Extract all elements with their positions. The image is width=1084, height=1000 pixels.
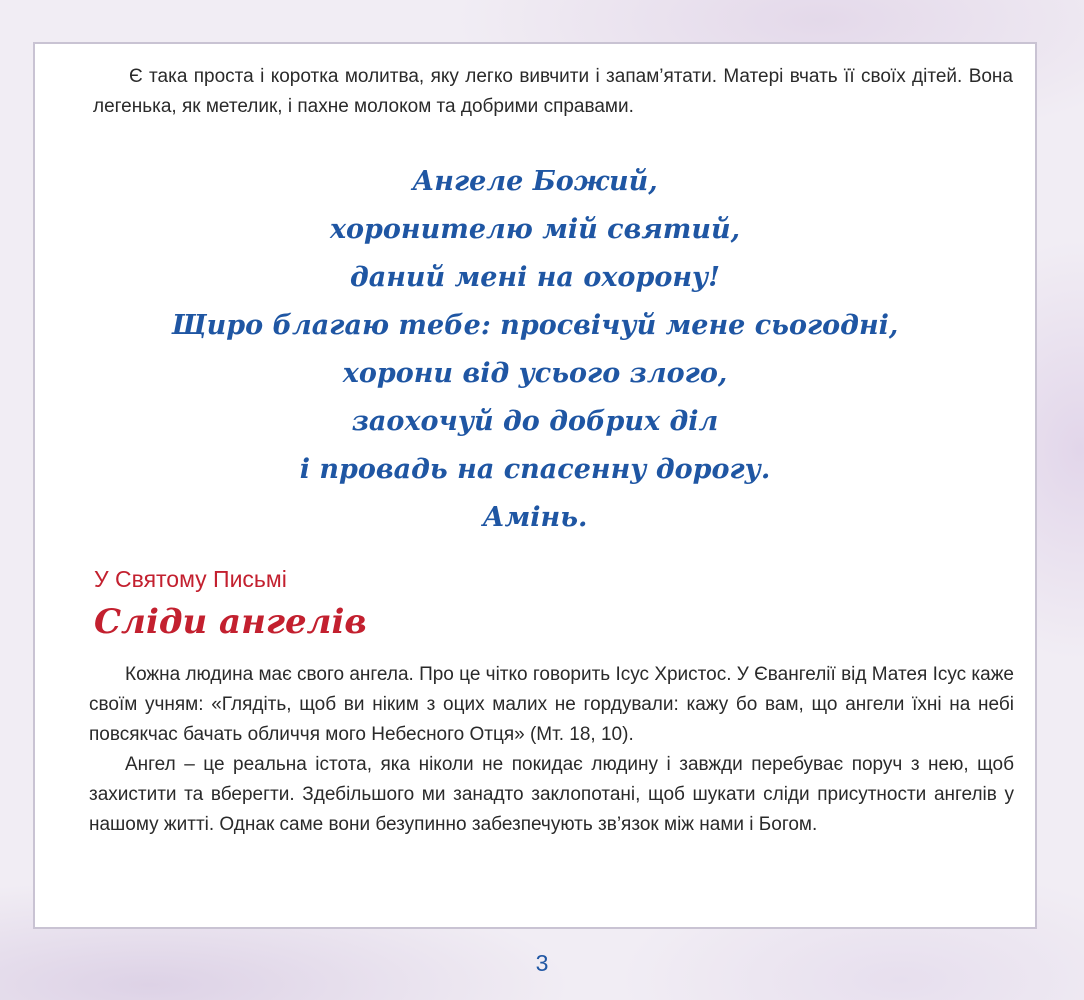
body-paragraph: Кожна людина має свого ангела. Про це чітко говорить Ісус Христос. У Євангелії від Матея Ісус каже своїм учням: «Глядіть, щоб ви ніким з оцих малих не гордували: кажу бо вам, що ангели їхні на небі повсякчас бачать обличчя мого Небесного Отця» (Мт. 18, 10). <box>89 664 1014 745</box>
section-subtitle: У Святому Письмі <box>94 566 287 592</box>
section-title: Сліди ангелів <box>94 602 367 642</box>
prayer-text <box>35 158 1035 542</box>
prayer-line: хоронителю мій святий, <box>329 214 741 245</box>
page-content-card <box>33 42 1037 929</box>
prayer-line-amen: Амінь. <box>482 502 588 533</box>
intro-paragraph: Є така проста і коротка молитва, яку легко вивчити і запам’ятати. Матері вчать її своїх дітей. Вона легенька, як метелик, і пахне молоком та добрими справами. <box>93 66 1013 117</box>
prayer-line: хорони від усього злого, <box>342 358 728 389</box>
prayer-line: заохочуй до добрих діл <box>351 406 719 437</box>
body-paragraph: Ангел – це реальна істота, яка ніколи не покидає людину і завжди перебуває поруч з нею, щоб захистити та вберегти. Здебільшого ми занадто заклопотані, щоб шукати сліди присутности ангелів у нашому житті. Однак саме вони безупинно забезпечують зв’язок між нами і Богом. <box>89 754 1014 835</box>
prayer-line: і провадь на спасенну дорогу. <box>299 454 771 485</box>
page-number: 3 <box>535 950 549 976</box>
prayer-line: Ангеле Божий, <box>412 166 658 197</box>
prayer-line: даний мені на охорону! <box>349 262 721 293</box>
prayer-line: Щиро благаю тебе: просвічуй мене сьогодні, <box>171 310 899 341</box>
section-body <box>89 660 1014 840</box>
